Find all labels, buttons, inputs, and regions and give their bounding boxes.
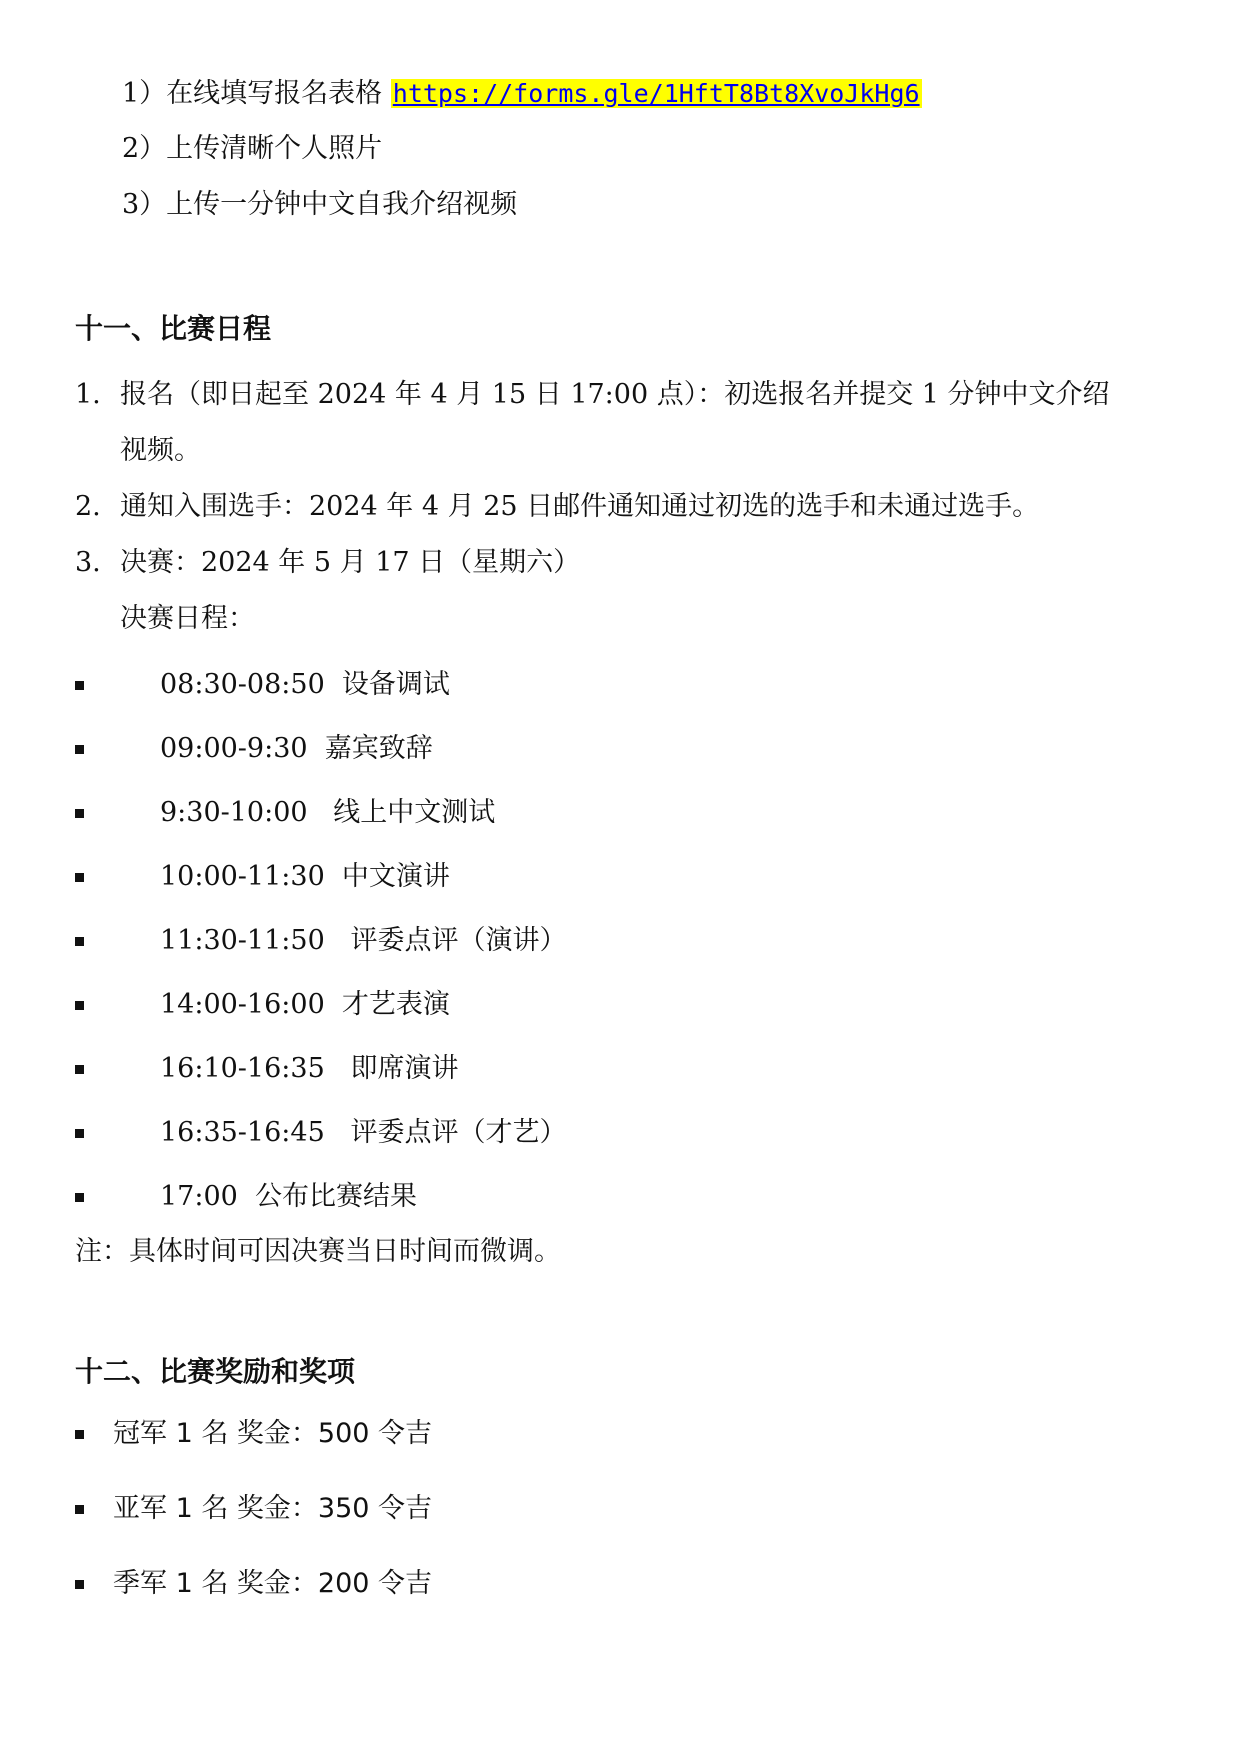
bullet-icon — [75, 681, 84, 690]
schedule-item-1-text: 报名（即日起至 2024 年 4 月 15 日 17:00 点）：初选报名并提交 1 分钟中文介绍 — [120, 379, 1110, 410]
schedule-item-3-number: 3. — [75, 547, 101, 578]
bullet-icon — [75, 745, 84, 754]
schedule-item-3-text: 决赛：2024 年 5 月 17 日（星期六） — [120, 547, 581, 578]
prize-entry: 冠军 1 名 奖金：500 令吉 — [113, 1418, 433, 1449]
registration-step-3: 3）上传一分钟中文自我介绍视频 — [122, 189, 518, 220]
schedule-entry: 08:30-08:50 设备调试 — [160, 669, 450, 700]
schedule-note: 注：具体时间可因决赛当日时间而微调。 — [75, 1236, 561, 1267]
schedule-item-1-text-cont: 视频。 — [120, 435, 201, 466]
bullet-icon — [75, 1129, 84, 1138]
schedule-entry: 9:30-10:00 线上中文测试 — [160, 797, 496, 828]
schedule-entry: 17:00 公布比赛结果 — [160, 1181, 417, 1212]
prize-entry: 季军 1 名 奖金：200 令吉 — [113, 1568, 433, 1599]
schedule-item-2-text: 通知入围选手：2024 年 4 月 25 日邮件通知通过初选的选手和未通过选手。 — [120, 491, 1040, 522]
schedule-entry: 10:00-11:30 中文演讲 — [160, 861, 450, 892]
registration-form-link[interactable]: https://forms.gle/1HftT8Bt8XvoJkHg6 — [392, 79, 920, 108]
schedule-item-2-number: 2. — [75, 491, 101, 522]
bullet-icon — [75, 1430, 84, 1439]
bullet-icon — [75, 937, 84, 946]
registration-step-1 — [122, 74, 922, 114]
final-schedule-label: 决赛日程： — [120, 603, 255, 634]
section-12-heading: 十二、比赛奖励和奖项 — [75, 1355, 356, 1388]
bullet-icon — [75, 873, 84, 882]
section-11-heading: 十一、比赛日程 — [75, 312, 272, 345]
bullet-icon — [75, 1580, 84, 1589]
schedule-entry: 11:30-11:50 评委点评（演讲） — [160, 925, 567, 956]
schedule-entry: 14:00-16:00 才艺表演 — [160, 989, 450, 1020]
schedule-entry: 16:10-16:35 即席演讲 — [160, 1053, 459, 1084]
registration-step-1-label: 1）在线填写报名表格 — [122, 78, 391, 109]
prize-entry: 亚军 1 名 奖金：350 令吉 — [113, 1493, 433, 1524]
bullet-icon — [75, 1505, 84, 1514]
schedule-item-1-number: 1. — [75, 379, 101, 410]
schedule-entry: 16:35-16:45 评委点评（才艺） — [160, 1117, 567, 1148]
bullet-icon — [75, 809, 84, 818]
bullet-icon — [75, 1065, 84, 1074]
schedule-entry: 09:00-9:30 嘉宾致辞 — [160, 733, 433, 764]
bullet-icon — [75, 1193, 84, 1202]
bullet-icon — [75, 1001, 84, 1010]
registration-step-2: 2）上传清晰个人照片 — [122, 133, 383, 164]
